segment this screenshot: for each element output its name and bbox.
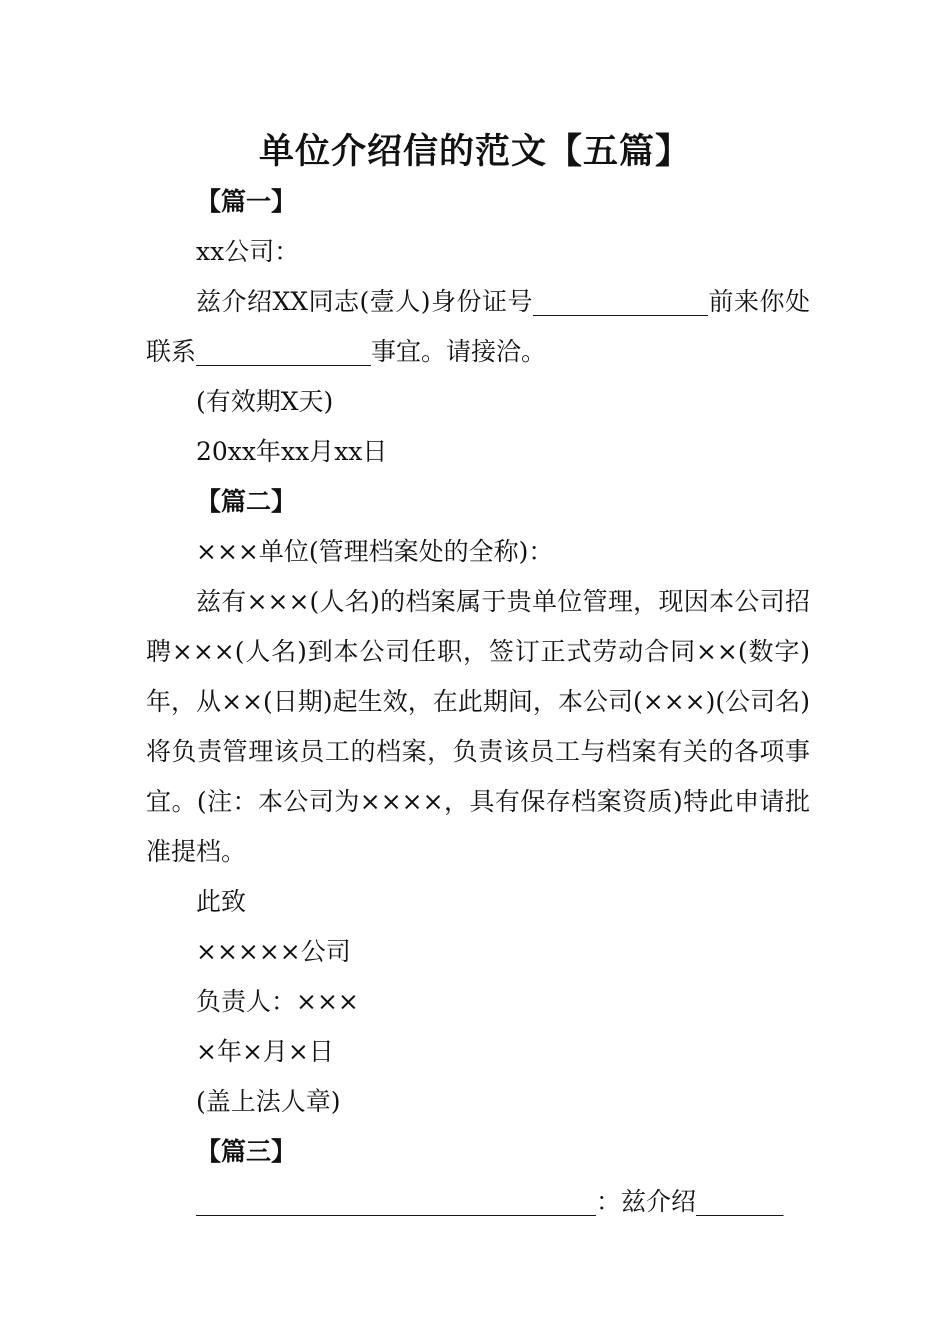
section1-validity: (有效期X天) [196, 387, 334, 416]
section2-salutation: ×××单位(管理档案处的全称)： [196, 537, 554, 566]
section2-person-in-charge: 负责人：××× [196, 987, 359, 1016]
section3-first-line: ________________________________：兹介绍_______ [196, 1187, 784, 1216]
section1-heading: 【篇一】 [196, 187, 297, 216]
section3-heading: 【篇三】 [196, 1137, 297, 1166]
section2-company: ×××××公司 [196, 937, 351, 966]
section2-closing: 此致 [196, 887, 247, 916]
section1-date: 20xx年xx月xx日 [196, 437, 388, 466]
document-title: 单位介绍信的范文【五篇】 [258, 132, 691, 172]
section1-salutation: xx公司： [196, 237, 300, 266]
section1-body: 兹介绍XX同志(壹人)身份证号______________前来你处联系______________事宜。请接洽。 [146, 287, 810, 366]
section2-seal-note: (盖上法人章) [196, 1087, 341, 1116]
document-body [146, 177, 810, 1227]
section2-date: ×年×月×日 [196, 1037, 334, 1066]
section2-heading: 【篇二】 [196, 487, 297, 516]
section2-body: 兹有×××(人名)的档案属于贵单位管理，现因本公司招聘×××(人名)到本公司任职，签订正式劳动合同××(数字)年，从××(日期)起生效，在此期间，本公司(×××)(公司名)将负责管理该员工的档案，负责该员工与档案有关的各项事宜。(注：本公司为××××，具有保存档案资质)特此申请批准提档。 [146, 587, 810, 866]
